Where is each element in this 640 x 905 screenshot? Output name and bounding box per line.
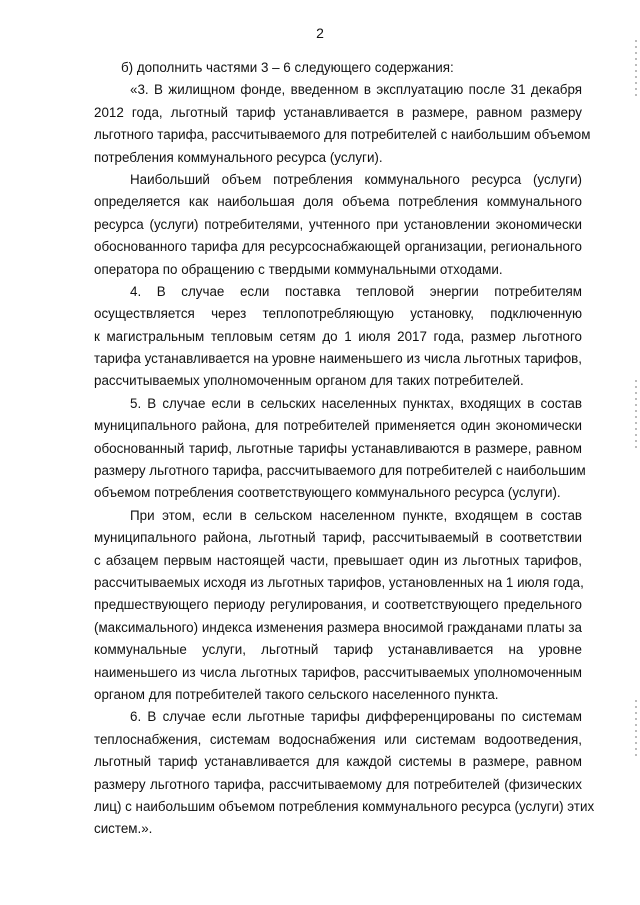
text-line: с абзацем первым настоящей части, превышает один из льготных тарифов, <box>94 552 582 568</box>
paragraph-p-5b <box>94 505 582 707</box>
paragraph-p-4 <box>94 281 582 393</box>
text-line: (максимального) индекса изменения размера вносимой гражданами платы за <box>94 619 582 635</box>
text-line: к магистральным тепловым сетям до 1 июля 2017 года, размер льготного <box>94 328 582 344</box>
text-line: «3. В жилищном фонде, введенном в эксплуатацию после 31 декабря <box>130 82 582 98</box>
text-line: определяется как наибольшая доля объема потребления коммунального <box>94 194 582 210</box>
text-line: осуществляется через теплопотребляющую установку, подключенную <box>94 306 582 322</box>
text-line: коммунальные услуги, льготный тариф устанавливается на уровне <box>94 642 582 658</box>
text-line: рассчитываемых уполномоченным органом для таких потребителей. <box>94 373 524 389</box>
text-line: рассчитываемых исходя из льготных тарифов, установленных на 1 июля года, <box>94 574 584 590</box>
text-line: обоснованный тариф, льготные тарифы устанавливаются в размере, равном <box>94 440 582 456</box>
text-line: оператора по обращению с твердыми коммунальными отходами. <box>94 261 503 277</box>
paragraph-p-b <box>94 57 582 79</box>
text-line: При этом, если в сельском населенном пункте, входящем в состав <box>130 507 582 523</box>
document-body <box>94 57 595 841</box>
text-line: систем.». <box>94 821 153 837</box>
text-line: б) дополнить частями 3 – 6 следующего содержания: <box>121 60 454 75</box>
text-line: объемом потребления соответствующего коммунального ресурса (услуги). <box>94 485 561 501</box>
paragraph-p-3b <box>94 169 582 281</box>
scan-edge-mark <box>635 40 637 100</box>
paragraph-p-6 <box>94 706 595 840</box>
text-line: обоснованного тарифа для ресурсоснабжающей организации, регионального <box>94 239 582 255</box>
text-line: наименьшего из числа льготных тарифов, рассчитываемых уполномоченным <box>94 664 582 680</box>
text-line: лиц) с наибольшим объемом потребления коммунального ресурса (услуги) этих <box>94 798 595 814</box>
text-line: ресурса (услуги) потребителями, учтенного при установлении экономически <box>94 216 582 232</box>
text-line: 6. В случае если льготные тарифы дифференцированы по системам <box>130 709 582 725</box>
text-line: 4. В случае если поставка тепловой энергии потребителям <box>130 283 582 299</box>
text-line: предшествующего периоду регулирования, и соответствующего предельного <box>94 597 582 613</box>
text-line: размеру льготного тарифа, рассчитываемого для потребителей с наибольшим <box>94 463 586 479</box>
scan-edge-mark <box>635 700 637 760</box>
text-line: льготный тариф устанавливается для каждой системы в размере, равном <box>94 754 582 770</box>
text-line: тарифа устанавливается на уровне наименьшего из числа льготных тарифов, <box>94 351 582 367</box>
text-line: теплоснабжения, системам водоснабжения или системам водоотведения, <box>94 731 582 747</box>
text-line: потребления коммунального ресурса (услуги). <box>94 149 383 165</box>
text-line: органом для потребителей такого сельского населенного пункта. <box>94 686 499 702</box>
text-line: 5. В случае если в сельских населенных пунктах, входящих в состав <box>130 395 582 411</box>
text-line: муниципального района, для потребителей применяется один экономически <box>94 418 582 434</box>
text-line: размеру льготного тарифа, рассчитываемому для потребителей (физических <box>94 776 582 792</box>
scan-edge-mark <box>635 380 637 450</box>
text-line: муниципального района, льготный тариф, рассчитываемый в соответствии <box>94 530 582 546</box>
text-line: Наибольший объем потребления коммунального ресурса (услуги) <box>130 171 582 187</box>
paragraph-p-3 <box>94 79 591 169</box>
text-line: 2012 года, льготный тариф устанавливается в размере, равном размеру <box>94 104 582 120</box>
paragraph-p-5 <box>94 393 586 505</box>
text-line: льготного тарифа, рассчитываемого для потребителей с наибольшим объемом <box>94 127 591 143</box>
page-number: 2 <box>316 25 324 41</box>
